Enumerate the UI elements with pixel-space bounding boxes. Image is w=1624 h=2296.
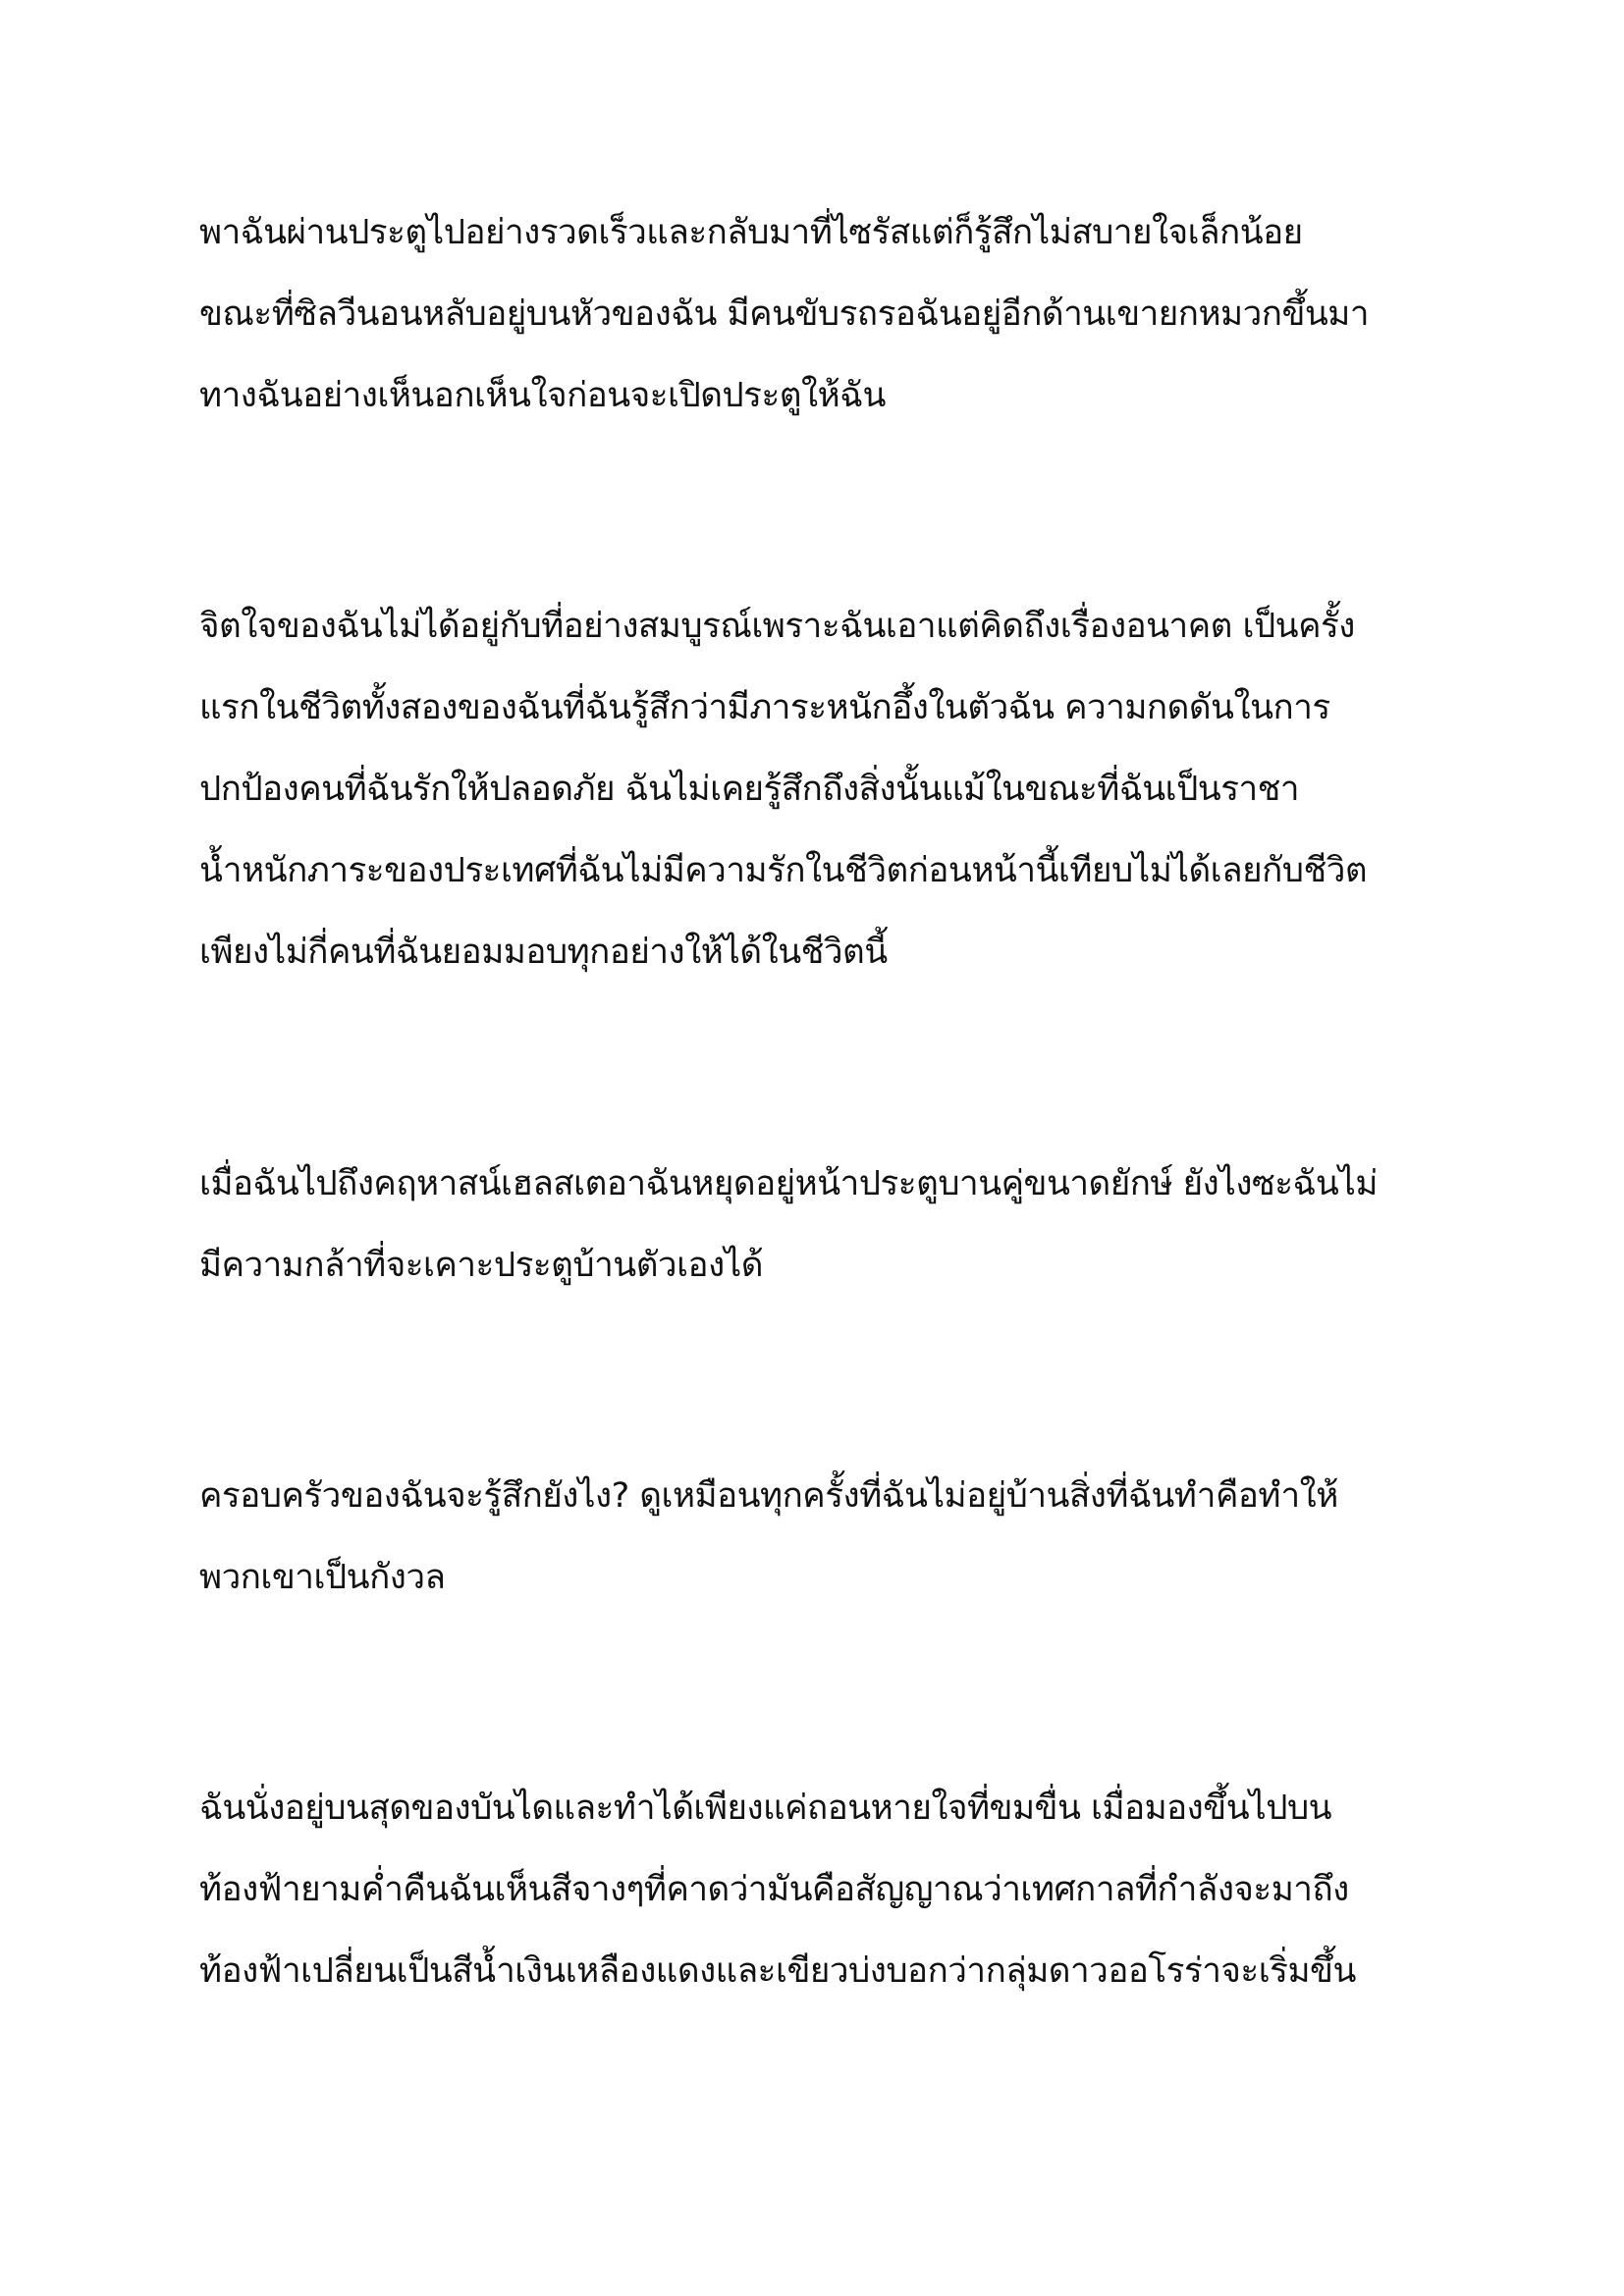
paragraph-4-line-1: ครอบครัวของฉันจะรู้สึกยังไง? ดูเหมือนทุกครั้งที่ฉันไม่อยู่บ้านสิ่งที่ฉันทำคือทำให้ [199,1476,1338,1516]
paragraph-1-line-3: ทางฉันอย่างเห็นอกเห็นใจก่อนจะเปิดประตูให้ฉัน [199,376,886,415]
paragraph-3-line-1: เมื่อฉันไปถึงคฤหาสน์เฮลสเตอาฉันหยุดอยู่หน้าประตูบานคู่ขนาดยักษ์ ยังไงซะฉันไม่ [199,1164,1378,1203]
paragraph-3-line-2: มีความกล้าที่จะเคาะประตูบ้านตัวเองได้ [199,1246,763,1285]
paragraph-5-line-3: ท้องฟ้าเปลี่ยนเป็นสีน้ำเงินเหลืองแดงและเขียวบ่งบอกว่ากลุ่มดาวออโรร่าจะเริ่มขึ้น [199,1951,1356,1991]
paragraph-2-line-4: น้ำหนักภาระของประเทศที่ฉันไม่มีความรักในชีวิตก่อนหน้านี้เทียบไม่ได้เลยกับชีวิต [199,851,1368,890]
paragraph-4-line-2: พวกเขาเป็นกังวล [199,1558,446,1597]
paragraph-2-line-3: ปกป้องคนที่ฉันรักให้ปลอดภัย ฉันไม่เคยรู้สึกถึงสิ่งนั้นแม้ในขณะที่ฉันเป็นราชา [199,770,1300,809]
paragraph-2-line-1: จิตใจของฉันไม่ได้อยู่กับที่อย่างสมบูรณ์เพราะฉันเอาแต่คิดถึงเรื่องอนาคต เป็นครั้ง [199,607,1355,646]
paragraph-1-line-2: ขณะที่ซิลวีนอนหลับอยู่บนหัวของฉัน มีคนขับรถรอฉันอยู่อีกด้านเขายกหมวกขึ้นมา [199,294,1370,334]
paragraph-1-line-1: พาฉันผ่านประตูไปอย่างรวดเร็วและกลับมาที่ไซรัสแต่ก็รู้สึกไม่สบายใจเล็กน้อย [199,213,1303,252]
paragraph-5-line-2: ท้องฟ้ายามค่ำคืนฉันเห็นสีจางๆที่คาดว่ามันคือสัญญาณว่าเทศกาลที่กำลังจะมาถึง [199,1870,1349,1909]
paragraph-2-line-2: แรกในชีวิตทั้งสองของฉันที่ฉันรู้สึกว่ามีภาระหนักอึ้งในตัวฉัน ความกดดันในการ [199,688,1330,727]
paragraph-5-line-1: ฉันนั่งอยู่บนสุดของบันไดและทำได้เพียงแค่ถอนหายใจที่ขมขื่น เมื่อมองขึ้นไปบน [199,1789,1332,1828]
paragraph-2-line-5: เพียงไม่กี่คนที่ฉันยอมมอบทุกอย่างให้ได้ในชีวิตนี้ [199,933,888,972]
